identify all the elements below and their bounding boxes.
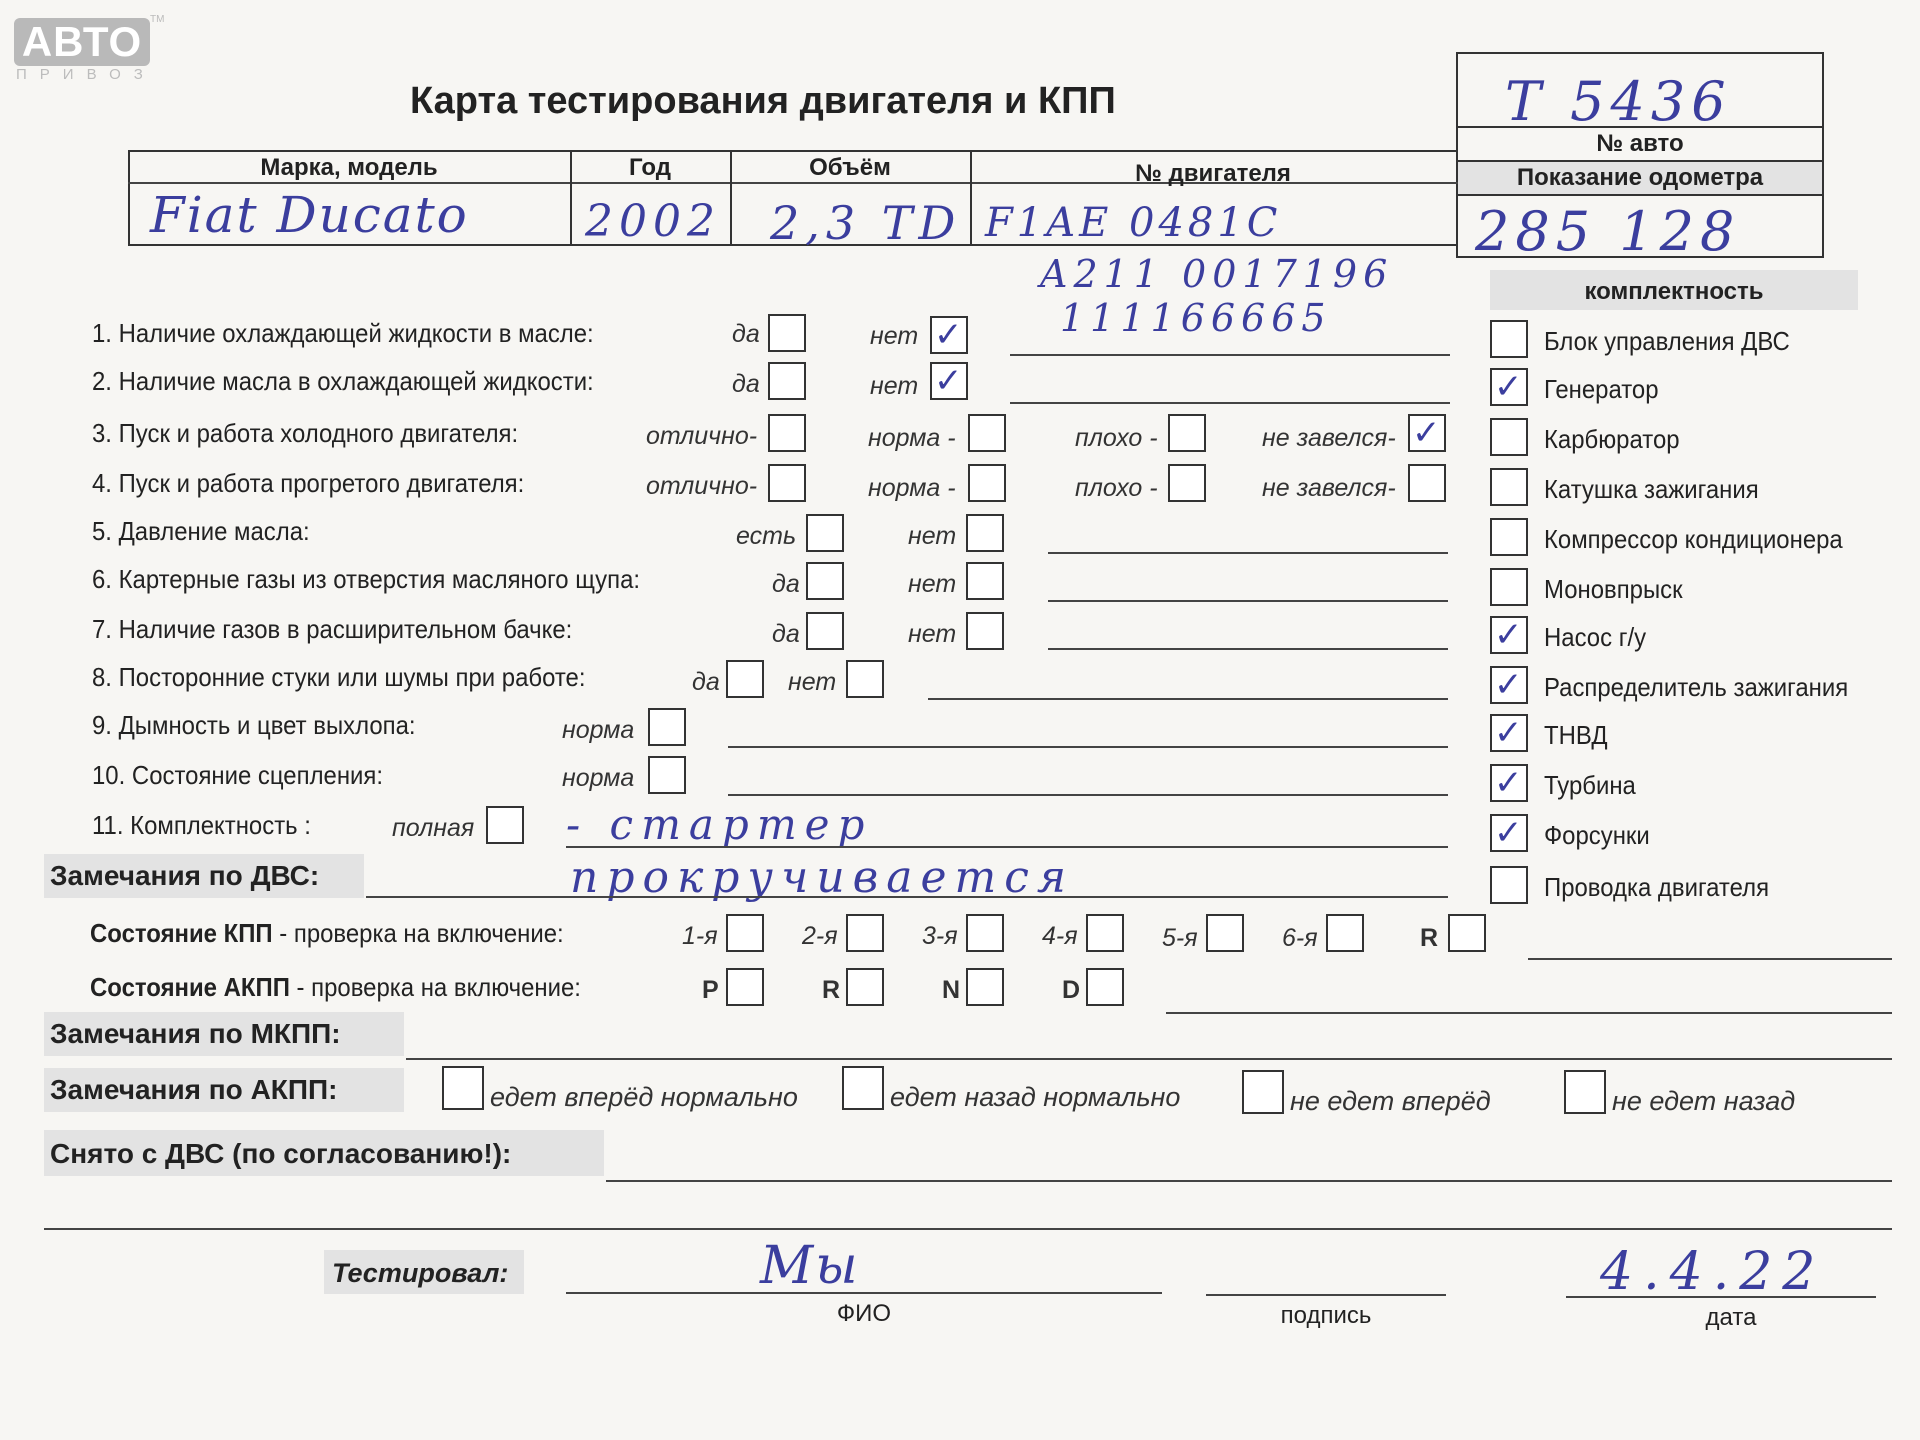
akpp-backward-ok-label: едет назад нормально (890, 1082, 1181, 1112)
item-6-checkbox-no[interactable] (966, 562, 1004, 600)
item-1-label: 1. Наличие охлаждающей жидкости в масле: (92, 318, 594, 348)
check-mark-icon: ✓ (934, 315, 963, 355)
logo-subtitle: ПРИВОЗ (16, 66, 156, 83)
kpp-gear-2-label: 2-я (802, 922, 838, 950)
item-7-checkbox-no[interactable] (966, 612, 1004, 650)
engine-no-extra-1: A211 0017196 (1040, 252, 1394, 296)
volume-value: 2,3 TD (770, 196, 962, 250)
item-2-checkbox-yes[interactable] (768, 362, 806, 400)
check-mark-icon: ✓ (1494, 615, 1523, 655)
item-4-opt-not-started: не завелся- (1262, 474, 1396, 502)
check-mark-icon: ✓ (1494, 665, 1523, 705)
kit-checkbox-mono-injection[interactable] (1490, 568, 1528, 606)
kit-label-wiring: Проводка двигателя (1544, 872, 1770, 902)
odometer-value: 285 128 (1475, 200, 1741, 263)
akpp-gear-d-label: D (1062, 976, 1081, 1004)
akpp-gear-p-label: P (702, 976, 719, 1004)
item-3-checkbox-not-started[interactable] (1408, 414, 1446, 452)
kpp-label: Состояние КПП - проверка на включение: (90, 918, 564, 948)
item-2-label: 2. Наличие масла в охлаждающей жидкости: (92, 366, 594, 396)
item-7-opt-no: нет (908, 620, 957, 648)
item-8-checkbox-no[interactable] (846, 660, 884, 698)
item-9-opt-normal: норма (562, 716, 635, 744)
item-1-checkbox-no[interactable] (930, 316, 968, 354)
header-col-year: Год (629, 154, 671, 181)
akpp-forward-ok-checkbox[interactable] (442, 1066, 484, 1110)
item-3-opt-normal: норма - (868, 424, 956, 452)
item-4-checkbox-not-started[interactable] (1408, 464, 1446, 502)
odometer-label: Показание одометра (1456, 160, 1824, 196)
remarks-akpp-label: Замечания по АКПП: (50, 1074, 338, 1105)
kit-checkbox-injection-pump[interactable] (1490, 714, 1528, 752)
item-11-label: 11. Комплектность : (92, 810, 311, 840)
logo: АВТО (14, 18, 150, 66)
item-2-opt-no: нет (870, 372, 919, 400)
akpp-gear-n-label: N (942, 976, 961, 1004)
kpp-gear-4-checkbox[interactable] (1086, 914, 1124, 952)
logo-tm: TM (150, 14, 165, 25)
remarks-mkpp-label: Замечания по МКПП: (50, 1018, 341, 1049)
akpp-gear-n-checkbox[interactable] (966, 968, 1004, 1006)
removed-label: Снято с ДВС (по согласованию!): (50, 1138, 512, 1169)
model-value: Fiat Ducato (150, 186, 469, 244)
item-8-opt-yes: да (692, 668, 720, 696)
item-8-opt-no: нет (788, 668, 837, 696)
item-11-checkbox-full[interactable] (486, 806, 524, 844)
kpp-gear-6-checkbox[interactable] (1326, 914, 1364, 952)
kit-checkbox-ignition-coil[interactable] (1490, 468, 1528, 506)
kpp-gear-6-label: 6-я (1282, 924, 1318, 952)
kpp-gear-5-label: 5-я (1162, 924, 1198, 952)
kit-label-carburetor: Карбюратор (1544, 424, 1680, 454)
item-6-checkbox-yes[interactable] (806, 562, 844, 600)
item-8-label: 8. Посторонние стуки или шумы при работе: (92, 662, 586, 692)
akpp-backward-ok-checkbox[interactable] (842, 1066, 884, 1110)
check-mark-icon: ✓ (934, 361, 963, 401)
akpp-gear-d-checkbox[interactable] (1086, 968, 1124, 1006)
tested-date-label: дата (1705, 1304, 1757, 1331)
akpp-forward-ok-label: едет вперёд нормально (490, 1082, 798, 1112)
item-7-label: 7. Наличие газов в расширительном бачке: (92, 614, 573, 644)
kit-checkbox-ps-pump[interactable] (1490, 616, 1528, 654)
remarks-dvs-note: прокручивается (570, 852, 1075, 903)
engine-no-value: F1AE 0481C (985, 200, 1282, 246)
akpp-gear-r-checkbox[interactable] (846, 968, 884, 1006)
item-2-opt-yes: да (732, 370, 760, 398)
item-6-label: 6. Картерные газы из отверстия масляного щупа: (92, 564, 641, 594)
item-4-checkbox-normal[interactable] (968, 464, 1006, 502)
item-5-checkbox-yes[interactable] (806, 514, 844, 552)
item-10-opt-normal: норма (562, 764, 635, 792)
kit-checkbox-generator[interactable] (1490, 368, 1528, 406)
akpp-label: Состояние АКПП - проверка на включение: (90, 972, 581, 1002)
header-col-engine-no: № двигателя (1135, 160, 1291, 187)
kpp-gear-r-checkbox[interactable] (1448, 914, 1486, 952)
akpp-no-backward-checkbox[interactable] (1564, 1070, 1606, 1114)
item-2-checkbox-no[interactable] (930, 362, 968, 400)
kit-label-ignition-coil: Катушка зажигания (1544, 474, 1759, 504)
kpp-gear-3-checkbox[interactable] (966, 914, 1004, 952)
kit-checkbox-wiring[interactable] (1490, 866, 1528, 904)
page-title: Карта тестирования двигателя и КПП (410, 80, 1116, 122)
remarks-dvs-label: Замечания по ДВС: (50, 860, 320, 891)
kpp-gear-r-label: R (1420, 924, 1439, 952)
item-3-checkbox-excellent[interactable] (768, 414, 806, 452)
engine-no-extra-2: 111166665 (1060, 296, 1332, 340)
tested-label: Тестировал: (332, 1258, 509, 1288)
item-4-checkbox-excellent[interactable] (768, 464, 806, 502)
tested-fio-value: Мы (760, 1236, 860, 1296)
akpp-gear-r-label: R (822, 976, 841, 1004)
kpp-gear-4-label: 4-я (1042, 922, 1078, 950)
kit-label-generator: Генератор (1544, 374, 1659, 404)
kpp-gear-3-label: 3-я (922, 922, 958, 950)
item-6-opt-no: нет (908, 570, 957, 598)
kit-title: комплектность (1584, 278, 1764, 305)
item-4-checkbox-bad[interactable] (1168, 464, 1206, 502)
tested-fio-label: ФИО (836, 1300, 892, 1327)
kit-checkbox-injectors[interactable] (1490, 814, 1528, 852)
item-11-opt-full: полная (392, 814, 475, 842)
akpp-gear-p-checkbox[interactable] (726, 968, 764, 1006)
kpp-gear-5-checkbox[interactable] (1206, 914, 1244, 952)
kit-checkbox-ecu[interactable] (1490, 320, 1528, 358)
item-6-opt-yes: да (772, 570, 800, 598)
tested-date-value: 4.4.22 (1600, 1242, 1826, 1302)
kit-label-turbine: Турбина (1544, 770, 1636, 800)
kpp-gear-1-label: 1-я (682, 922, 718, 950)
item-10-label: 10. Состояние сцепления: (92, 760, 384, 790)
item-1-opt-yes: да (732, 320, 760, 348)
car-number-value: Т 5436 (1505, 70, 1732, 133)
akpp-no-forward-label: не едет вперёд (1290, 1086, 1491, 1116)
kit-label-injectors: Форсунки (1544, 820, 1650, 850)
year-value: 2002 (585, 196, 721, 247)
header-col-volume: Объём (809, 154, 891, 181)
kit-label-ecu: Блок управления ДВС (1544, 326, 1790, 356)
item-5-checkbox-no[interactable] (966, 514, 1004, 552)
akpp-no-backward-label: не едет назад (1612, 1086, 1796, 1116)
item-1-checkbox-yes[interactable] (768, 314, 806, 352)
check-mark-icon: ✓ (1494, 713, 1523, 753)
tested-sign-label: подпись (1280, 1302, 1372, 1329)
item-9-label: 9. Дымность и цвет выхлопа: (92, 710, 416, 740)
item-9-checkbox-normal[interactable] (648, 708, 686, 746)
kit-checkbox-carburetor[interactable] (1490, 418, 1528, 456)
car-number-label: № авто (1456, 126, 1824, 162)
kit-checkbox-turbine[interactable] (1490, 764, 1528, 802)
item-3-opt-excellent: отлично- (646, 422, 758, 450)
item-10-checkbox-normal[interactable] (648, 756, 686, 794)
item-4-label: 4. Пуск и работа прогретого двигателя: (92, 468, 525, 498)
item-7-checkbox-yes[interactable] (806, 612, 844, 650)
kit-label-mono-injection: Моновпрыск (1544, 574, 1683, 604)
kit-label-ac-compressor: Компрессор кондиционера (1544, 524, 1843, 554)
header-col-model: Марка, модель (260, 154, 438, 181)
check-mark-icon: ✓ (1412, 413, 1441, 453)
check-mark-icon: ✓ (1494, 367, 1523, 407)
item-1-opt-no: нет (870, 322, 919, 350)
check-mark-icon: ✓ (1494, 763, 1523, 803)
item-3-label: 3. Пуск и работа холодного двигателя: (92, 418, 519, 448)
item-5-label: 5. Давление масла: (92, 516, 310, 546)
item-5-opt-no: нет (908, 522, 957, 550)
item-4-opt-excellent: отлично- (646, 472, 758, 500)
item-11-note: - стартер (566, 800, 873, 849)
kit-checkbox-distributor[interactable] (1490, 666, 1528, 704)
kit-label-ps-pump: Насос г/у (1544, 622, 1647, 652)
check-mark-icon: ✓ (1494, 813, 1523, 853)
item-3-checkbox-normal[interactable] (968, 414, 1006, 452)
item-8-checkbox-yes[interactable] (726, 660, 764, 698)
item-3-opt-bad: плохо - (1075, 424, 1158, 452)
item-5-opt-yes: есть (736, 522, 797, 550)
kit-label-injection-pump: ТНВД (1544, 720, 1608, 750)
item-4-opt-normal: норма - (868, 474, 956, 502)
item-3-checkbox-bad[interactable] (1168, 414, 1206, 452)
kpp-gear-2-checkbox[interactable] (846, 914, 884, 952)
item-3-opt-not-started: не завелся- (1262, 424, 1396, 452)
akpp-no-forward-checkbox[interactable] (1242, 1070, 1284, 1114)
kit-checkbox-ac-compressor[interactable] (1490, 518, 1528, 556)
kpp-gear-1-checkbox[interactable] (726, 914, 764, 952)
item-7-opt-yes: да (772, 620, 800, 648)
item-4-opt-bad: плохо - (1075, 474, 1158, 502)
kit-label-distributor: Распределитель зажигания (1544, 672, 1849, 702)
